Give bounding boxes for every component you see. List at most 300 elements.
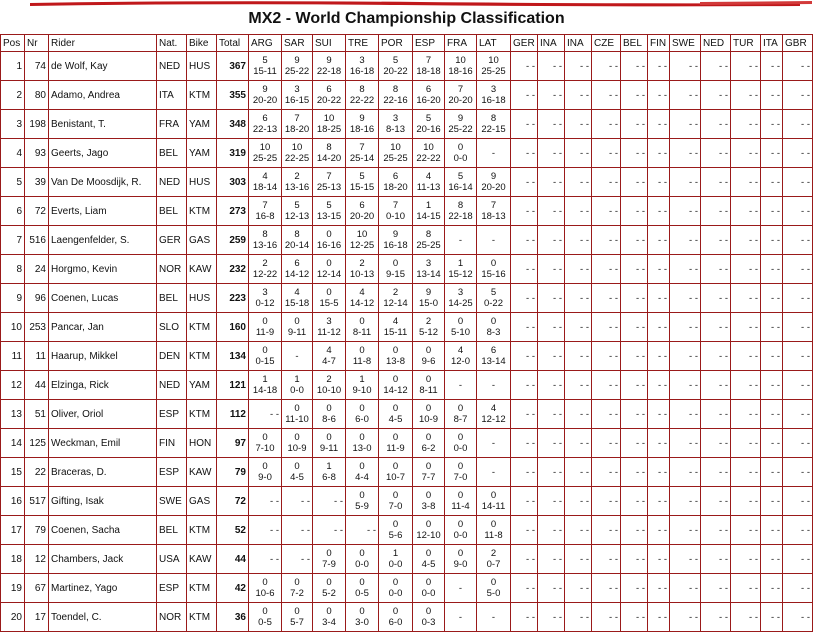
heat-results: 11-9 — [386, 443, 405, 454]
heat-results: 22-18 — [316, 66, 342, 77]
round-result-cell — [313, 110, 346, 139]
round-empty-cell: - - — [731, 52, 761, 81]
round-empty-cell: - - — [538, 81, 565, 110]
round-empty-cell: - - — [761, 52, 783, 81]
round-empty-cell: - - — [670, 458, 701, 487]
position-cell: 4 — [1, 139, 25, 168]
round-points: 6 — [490, 345, 497, 356]
round-empty-cell: - - — [670, 168, 701, 197]
bike-cell: KAW — [187, 545, 217, 574]
round-points: 0 — [457, 432, 464, 443]
round-points: 0 — [490, 316, 497, 327]
round-points: 7 — [326, 171, 332, 182]
total-points-cell: 52 — [217, 516, 249, 545]
round-empty-cell: - - — [565, 284, 592, 313]
round-empty-cell: - - — [249, 487, 282, 516]
round-empty-cell: - - — [701, 545, 731, 574]
round-points: 0 — [262, 606, 268, 617]
heat-results: 5-10 — [450, 327, 470, 338]
column-header-rider: Rider — [49, 35, 157, 52]
round-result-cell — [282, 342, 313, 371]
total-points-cell: 36 — [217, 603, 249, 632]
nationality-cell: BEL — [157, 284, 187, 313]
rider-number-cell: 44 — [25, 371, 49, 400]
round-result-cell — [282, 52, 313, 81]
heat-results: 14-12 — [284, 269, 310, 280]
round-result-cell — [379, 487, 413, 516]
round-result-cell — [477, 197, 511, 226]
nationality-cell: NOR — [157, 255, 187, 284]
round-result-cell — [346, 574, 379, 603]
round-result-cell — [413, 255, 445, 284]
table-row — [1, 458, 813, 487]
round-result-cell — [445, 603, 477, 632]
heat-results: 16-16 — [316, 240, 342, 251]
round-result-cell — [282, 226, 313, 255]
round-empty-cell: - - — [621, 429, 648, 458]
round-empty-cell: - - — [648, 487, 670, 516]
heat-results: 7-2 — [290, 588, 304, 599]
round-empty-cell: - - — [621, 342, 648, 371]
round-empty-cell: - - — [249, 516, 282, 545]
round-result-cell — [346, 342, 379, 371]
round-points: 0 — [457, 142, 464, 153]
round-empty-cell: - - — [670, 110, 701, 139]
round-points: 9 — [262, 84, 268, 95]
round-empty-cell: - - — [783, 400, 813, 429]
table-row — [1, 139, 813, 168]
round-empty-cell: - - — [761, 487, 783, 516]
round-result-cell — [379, 516, 413, 545]
round-empty-cell: - - — [511, 81, 538, 110]
round-empty-cell: - - — [670, 400, 701, 429]
round-points: 0 — [425, 577, 432, 588]
round-points: 0 — [392, 374, 399, 385]
heat-results: 0-0 — [453, 153, 468, 164]
heat-results: - — [491, 611, 496, 623]
round-points: 0 — [392, 490, 399, 501]
round-points: 0 — [457, 316, 464, 327]
round-points: 10 — [323, 113, 335, 124]
round-empty-cell: - - — [511, 545, 538, 574]
round-result-cell — [379, 574, 413, 603]
rider-number-cell: 96 — [25, 284, 49, 313]
heat-results: 18-20 — [383, 182, 408, 193]
nationality-cell: ESP — [157, 400, 187, 429]
round-result-cell — [346, 545, 379, 574]
round-empty-cell: - - — [761, 168, 783, 197]
round-empty-cell: - - — [565, 255, 592, 284]
heat-results: 13-14 — [416, 269, 441, 280]
round-empty-cell: - - — [701, 52, 731, 81]
round-result-cell — [282, 313, 313, 342]
round-points: 7 — [294, 113, 300, 124]
heat-results: 0-5 — [258, 617, 272, 628]
heat-results: 25-22 — [448, 124, 473, 135]
nationality-cell: NED — [157, 52, 187, 81]
table-row — [1, 110, 813, 139]
heat-results: 0-0 — [388, 588, 403, 599]
round-points: 0 — [425, 606, 432, 617]
round-result-cell — [282, 284, 313, 313]
bike-cell: HUS — [187, 52, 217, 81]
total-points-cell: 72 — [217, 487, 249, 516]
heat-results: 18-16 — [349, 124, 375, 135]
round-empty-cell: - - — [731, 603, 761, 632]
round-points: 9 — [457, 113, 464, 124]
round-empty-cell: - - — [621, 52, 648, 81]
round-result-cell — [413, 516, 445, 545]
round-result-cell — [413, 400, 445, 429]
round-empty-cell: - - — [701, 342, 731, 371]
round-empty-cell: - - — [511, 574, 538, 603]
round-empty-cell: - - — [761, 545, 783, 574]
round-empty-cell: - - — [565, 197, 592, 226]
heat-results: 0-12 — [255, 298, 275, 309]
round-points: 9 — [359, 113, 365, 124]
heat-results: 11-9 — [255, 327, 275, 338]
rider-name-cell: Gifting, Isak — [49, 487, 157, 516]
heat-results: - — [458, 234, 463, 246]
round-points: 0 — [425, 490, 432, 501]
nationality-cell: FIN — [157, 429, 187, 458]
rider-number-cell: 253 — [25, 313, 49, 342]
round-empty-cell: - - — [731, 255, 761, 284]
round-empty-cell: - - — [731, 574, 761, 603]
round-result-cell — [379, 284, 413, 313]
round-empty-cell: - - — [621, 226, 648, 255]
round-empty-cell: - - — [670, 226, 701, 255]
round-points: 8 — [326, 142, 332, 153]
round-points: 0 — [326, 258, 332, 269]
round-empty-cell: - - — [783, 371, 813, 400]
rider-number-cell: 517 — [25, 487, 49, 516]
rider-number-cell: 93 — [25, 139, 49, 168]
brush-stroke-header — [0, 0, 813, 8]
table-row — [1, 487, 813, 516]
round-empty-cell: - - — [731, 197, 761, 226]
round-empty-cell: - - — [701, 284, 731, 313]
rider-name-cell: Van De Moosdijk, R. — [49, 168, 157, 197]
round-points: 10 — [390, 142, 401, 153]
round-result-cell — [249, 284, 282, 313]
round-empty-cell: - - — [761, 603, 783, 632]
round-points: 10 — [455, 55, 466, 66]
round-result-cell — [313, 429, 346, 458]
heat-results: 14-11 — [481, 501, 506, 512]
round-empty-cell: - - — [670, 487, 701, 516]
round-points: 0 — [359, 606, 365, 617]
round-empty-cell: - - — [670, 603, 701, 632]
round-points: 0 — [294, 432, 300, 443]
column-header-round: NED — [701, 35, 731, 52]
round-empty-cell: - - — [670, 255, 701, 284]
heat-results: 16-15 — [284, 95, 310, 106]
round-empty-cell: - - — [538, 168, 565, 197]
total-points-cell: 97 — [217, 429, 249, 458]
bike-cell: YAM — [187, 139, 217, 168]
round-points: 8 — [294, 229, 300, 240]
round-empty-cell: - - — [538, 110, 565, 139]
bike-cell: KAW — [187, 458, 217, 487]
round-empty-cell: - - — [565, 81, 592, 110]
round-empty-cell: - - — [783, 313, 813, 342]
round-result-cell — [477, 81, 511, 110]
table-row — [1, 226, 813, 255]
column-header-round: FRA — [445, 35, 477, 52]
round-empty-cell: - - — [648, 110, 670, 139]
round-points: 3 — [294, 84, 300, 95]
table-row — [1, 255, 813, 284]
round-empty-cell: - - — [670, 81, 701, 110]
rider-number-cell: 74 — [25, 52, 49, 81]
total-points-cell: 160 — [217, 313, 249, 342]
heat-results: 18-20 — [284, 124, 310, 135]
round-empty-cell: - - — [701, 255, 731, 284]
round-points: 7 — [262, 200, 268, 211]
total-points-cell: 367 — [217, 52, 249, 81]
rider-number-cell: 80 — [25, 81, 49, 110]
heat-results: 0-15 — [255, 356, 275, 367]
heat-results: 16-8 — [255, 211, 275, 222]
heat-results: 13-14 — [481, 356, 506, 367]
round-empty-cell: - - — [621, 110, 648, 139]
round-empty-cell: - - — [511, 429, 538, 458]
heat-results: 20-20 — [481, 182, 506, 193]
round-points: 0 — [425, 374, 432, 385]
table-body — [1, 52, 813, 632]
round-empty-cell: - - — [538, 545, 565, 574]
heat-results: 18-14 — [252, 182, 278, 193]
round-empty-cell: - - — [511, 52, 538, 81]
nationality-cell: ESP — [157, 574, 187, 603]
round-points: 0 — [294, 577, 300, 588]
heat-results: 6-2 — [421, 443, 436, 454]
heat-results: 18-18 — [416, 66, 441, 77]
round-empty-cell: - - — [346, 516, 379, 545]
round-points: 0 — [425, 519, 432, 530]
rider-number-cell: 125 — [25, 429, 49, 458]
rider-name-cell: Geerts, Jago — [49, 139, 157, 168]
round-points: 2 — [392, 287, 399, 298]
round-empty-cell: - - — [701, 458, 731, 487]
round-empty-cell: - - — [592, 603, 621, 632]
round-points: 4 — [490, 403, 497, 414]
round-points: 0 — [359, 403, 365, 414]
nationality-cell: ESP — [157, 458, 187, 487]
round-empty-cell: - - — [565, 603, 592, 632]
heat-results: 18-16 — [448, 66, 473, 77]
round-empty-cell: - - — [511, 313, 538, 342]
round-points: 0 — [326, 432, 332, 443]
round-empty-cell: - - — [511, 487, 538, 516]
round-empty-cell: - - — [621, 545, 648, 574]
round-points: 6 — [326, 84, 332, 95]
round-empty-cell: - - — [621, 400, 648, 429]
round-result-cell — [346, 255, 379, 284]
round-result-cell — [282, 197, 313, 226]
round-empty-cell: - - — [670, 574, 701, 603]
bike-cell: HUS — [187, 168, 217, 197]
table-row — [1, 81, 813, 110]
rider-name-cell: Braceras, D. — [49, 458, 157, 487]
round-empty-cell: - - — [783, 110, 813, 139]
round-empty-cell: - - — [592, 400, 621, 429]
round-empty-cell: - - — [592, 371, 621, 400]
round-points: 0 — [392, 519, 399, 530]
round-empty-cell: - - — [621, 81, 648, 110]
round-empty-cell: - - — [701, 429, 731, 458]
bike-cell: KTM — [187, 197, 217, 226]
round-empty-cell: - - — [761, 255, 783, 284]
round-result-cell — [313, 168, 346, 197]
round-result-cell — [249, 458, 282, 487]
round-result-cell — [445, 400, 477, 429]
round-result-cell — [282, 81, 313, 110]
nationality-cell: DEN — [157, 342, 187, 371]
column-header-round: CZE — [592, 35, 621, 52]
round-result-cell — [379, 197, 413, 226]
round-points: 2 — [294, 171, 300, 182]
bike-cell: HUS — [187, 284, 217, 313]
heat-results: 9-10 — [352, 385, 372, 396]
round-points: 10 — [423, 142, 434, 153]
round-points: 7 — [490, 200, 497, 211]
round-empty-cell: - - — [783, 81, 813, 110]
bike-cell: KTM — [187, 81, 217, 110]
column-header-round: SUI — [313, 35, 346, 52]
round-result-cell — [346, 487, 379, 516]
round-result-cell — [313, 255, 346, 284]
round-points: 0 — [326, 403, 332, 414]
round-empty-cell: - - — [511, 371, 538, 400]
round-points: 6 — [262, 113, 268, 124]
round-empty-cell: - - — [565, 429, 592, 458]
round-empty-cell: - - — [565, 110, 592, 139]
round-empty-cell: - - — [538, 429, 565, 458]
round-empty-cell: - - — [783, 52, 813, 81]
position-cell: 18 — [1, 545, 25, 574]
round-result-cell — [477, 226, 511, 255]
round-result-cell — [346, 226, 379, 255]
round-empty-cell: - - — [670, 516, 701, 545]
heat-results: 12-0 — [450, 356, 470, 367]
round-points: 0 — [359, 345, 365, 356]
nationality-cell: NED — [157, 371, 187, 400]
round-points: 2 — [490, 548, 497, 559]
round-empty-cell: - - — [783, 139, 813, 168]
bike-cell: YAM — [187, 371, 217, 400]
total-points-cell: 134 — [217, 342, 249, 371]
round-empty-cell: - - — [621, 603, 648, 632]
round-empty-cell: - - — [538, 487, 565, 516]
round-points: 0 — [490, 519, 497, 530]
column-header-round: POR — [379, 35, 413, 52]
heat-results: 6-8 — [322, 472, 336, 483]
heat-results: 12-12 — [481, 414, 506, 425]
heat-results: 10-13 — [349, 269, 375, 280]
round-empty-cell: - - — [701, 168, 731, 197]
round-result-cell — [413, 458, 445, 487]
round-result-cell — [445, 81, 477, 110]
round-result-cell — [445, 342, 477, 371]
round-result-cell — [249, 371, 282, 400]
round-points: 0 — [326, 577, 332, 588]
heat-results: 9-6 — [421, 356, 436, 367]
heat-results: 8-11 — [419, 385, 438, 396]
round-empty-cell: - - — [538, 603, 565, 632]
round-empty-cell: - - — [565, 168, 592, 197]
round-points: 2 — [326, 374, 332, 385]
round-empty-cell: - - — [670, 342, 701, 371]
round-points: 0 — [392, 403, 399, 414]
round-empty-cell: - - — [648, 139, 670, 168]
nationality-cell: NED — [157, 168, 187, 197]
round-empty-cell: - - — [731, 371, 761, 400]
rider-name-cell: Chambers, Jack — [49, 545, 157, 574]
round-result-cell — [413, 574, 445, 603]
round-points: 1 — [262, 374, 268, 385]
heat-results: 5-7 — [290, 617, 304, 628]
round-points: 8 — [359, 84, 365, 95]
round-empty-cell: - - — [761, 110, 783, 139]
position-cell: 16 — [1, 487, 25, 516]
round-points: 10 — [291, 142, 303, 153]
heat-results: - — [295, 350, 299, 362]
round-empty-cell: - - — [761, 226, 783, 255]
round-points: 2 — [262, 258, 268, 269]
heat-results: 10-7 — [385, 472, 405, 483]
round-result-cell — [346, 429, 379, 458]
table-row — [1, 168, 813, 197]
round-points: 0 — [392, 606, 399, 617]
rider-name-cell: Elzinga, Rick — [49, 371, 157, 400]
round-points: 6 — [359, 200, 365, 211]
round-empty-cell: - - — [538, 197, 565, 226]
heat-results: 20-20 — [349, 211, 375, 222]
round-empty-cell: - - — [731, 545, 761, 574]
round-empty-cell: - - — [592, 313, 621, 342]
column-header-round: FIN — [648, 35, 670, 52]
round-result-cell — [346, 139, 379, 168]
round-empty-cell: - - — [592, 284, 621, 313]
round-result-cell — [313, 574, 346, 603]
round-points: 9 — [392, 229, 399, 240]
round-result-cell — [346, 371, 379, 400]
round-points: 0 — [425, 345, 432, 356]
round-empty-cell: - - — [761, 516, 783, 545]
round-empty-cell: - - — [621, 313, 648, 342]
column-header-round: GER — [511, 35, 538, 52]
round-result-cell — [282, 255, 313, 284]
bike-cell: KTM — [187, 313, 217, 342]
column-header-round: SWE — [670, 35, 701, 52]
table-row — [1, 284, 813, 313]
round-empty-cell: - - — [592, 110, 621, 139]
round-points: 8 — [490, 113, 497, 124]
round-points: 3 — [326, 316, 332, 327]
round-result-cell — [346, 313, 379, 342]
round-points: 0 — [359, 461, 365, 472]
round-empty-cell: - - — [783, 516, 813, 545]
round-points: 0 — [392, 461, 399, 472]
round-points: 7 — [457, 84, 464, 95]
round-empty-cell: - - — [648, 574, 670, 603]
heat-results: 15-15 — [349, 182, 375, 193]
column-header-round: TUR — [731, 35, 761, 52]
heat-results: 25-22 — [284, 66, 310, 77]
round-result-cell — [445, 52, 477, 81]
